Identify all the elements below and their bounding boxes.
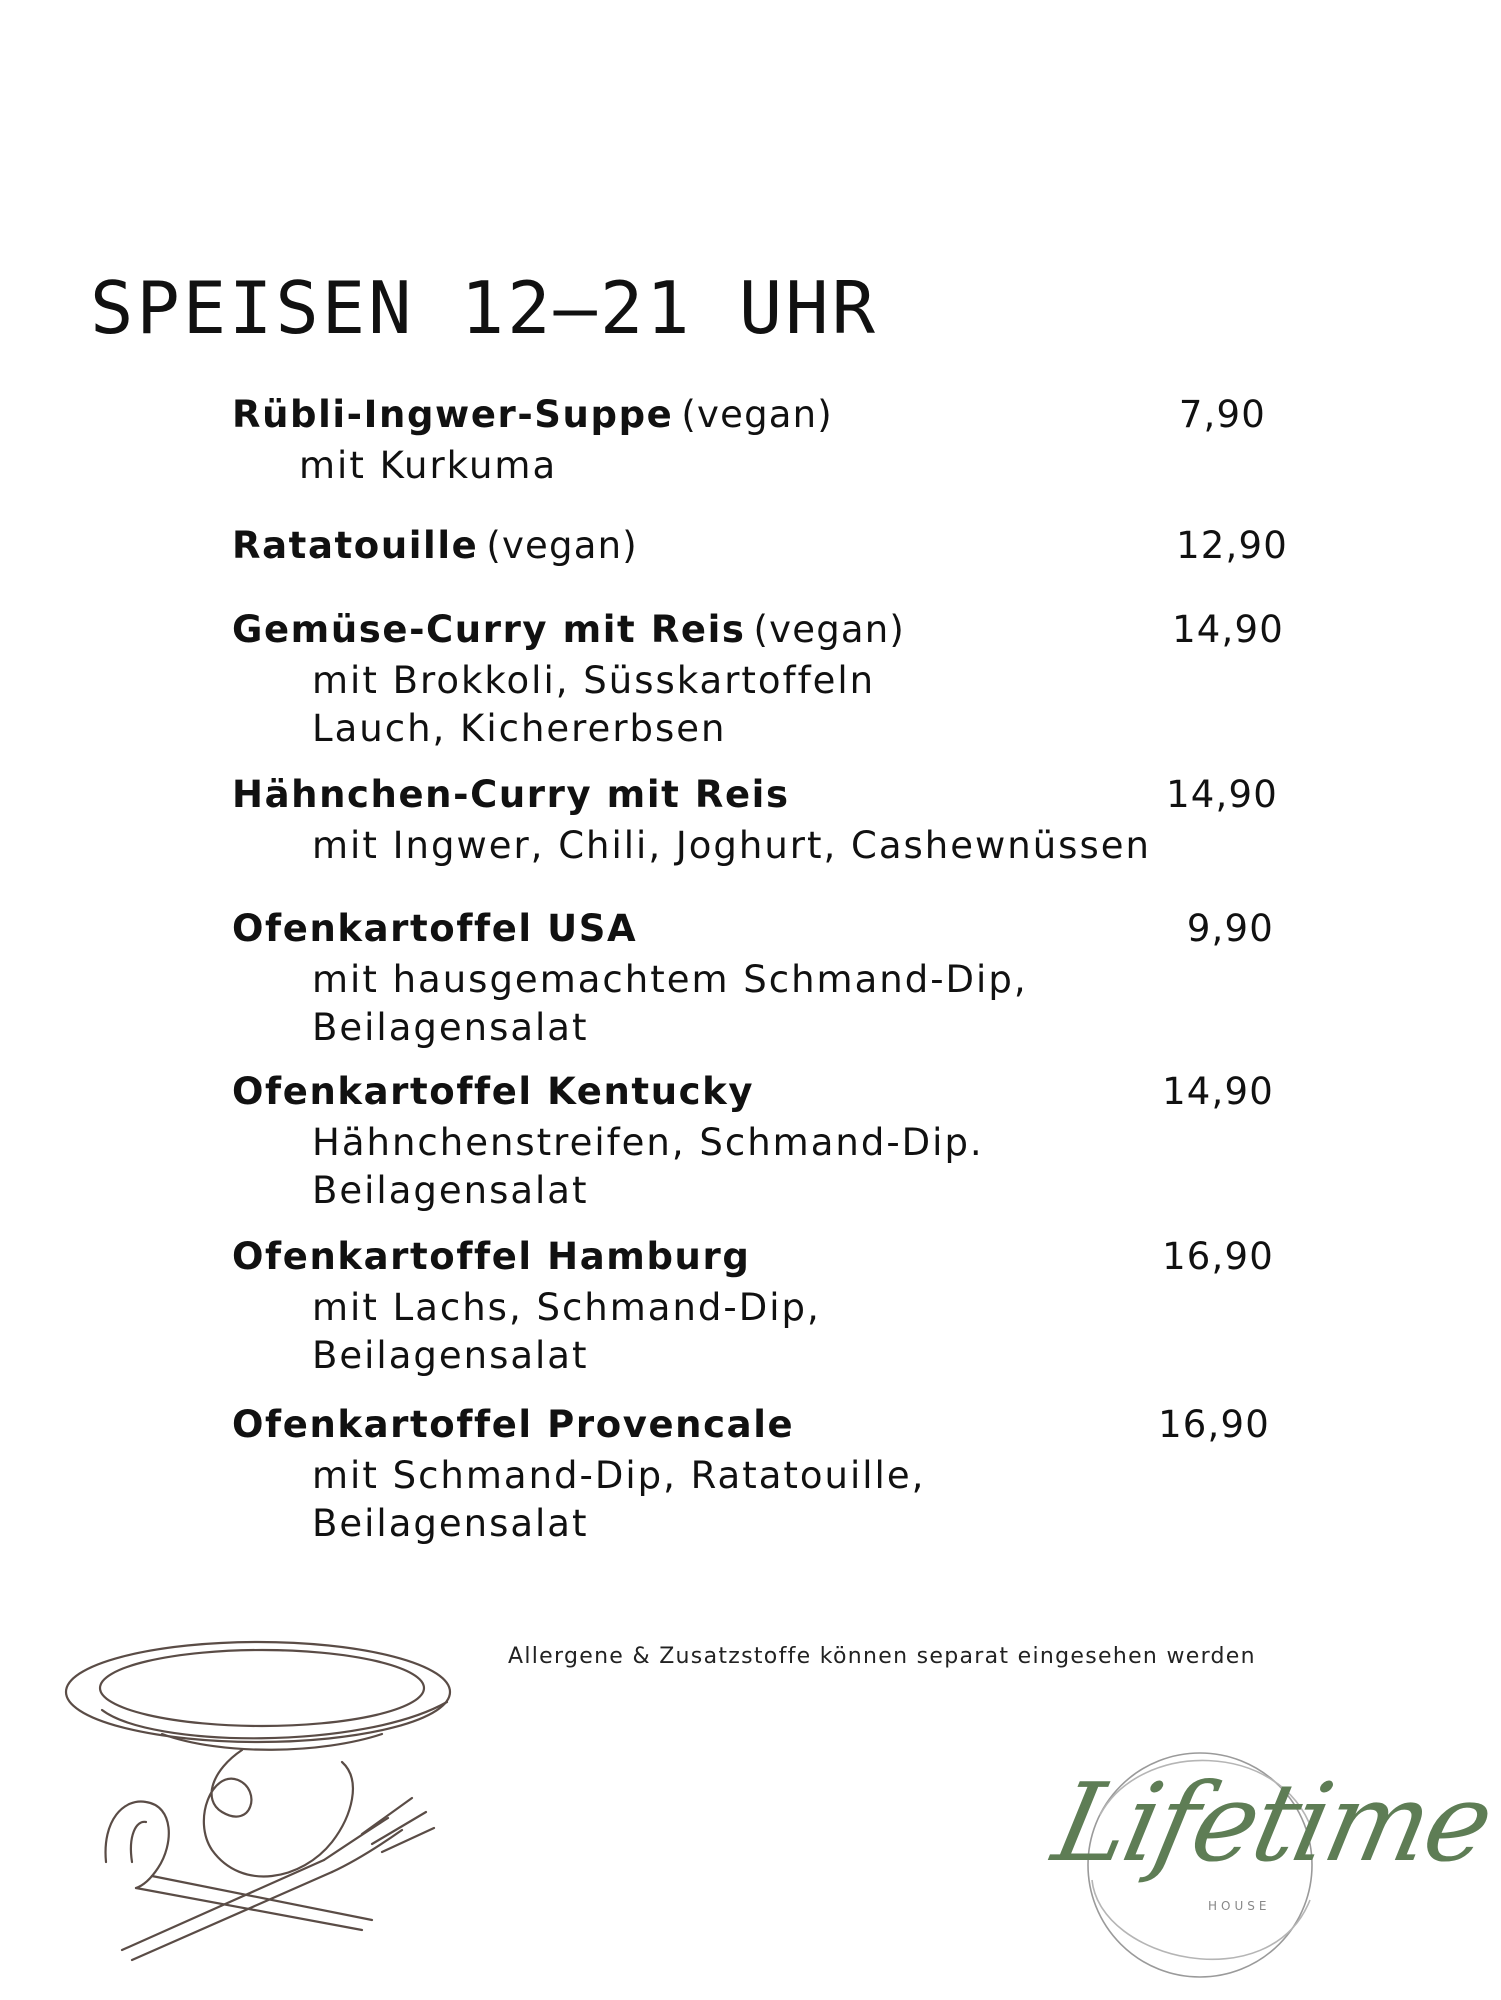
logo-subtitle: HOUSE bbox=[1208, 1899, 1271, 1913]
menu-item-name: Ofenkartoffel Provencale bbox=[232, 1403, 795, 1446]
menu-item-name: Ofenkartoffel Hamburg bbox=[232, 1235, 751, 1278]
menu-item bbox=[232, 1398, 1282, 1548]
menu-item-description: Beilagensalat bbox=[312, 1169, 589, 1212]
menu-item bbox=[232, 519, 1288, 573]
logo-wordmark: Lifetime bbox=[1043, 1761, 1501, 1886]
menu-item-name: Rübli-Ingwer-Suppe bbox=[232, 393, 674, 436]
allergen-note: Allergene & Zusatzstoffe können separat eingesehen werden bbox=[508, 1644, 1256, 1669]
menu-item-price: 14,90 bbox=[1172, 608, 1284, 651]
menu-item-description: mit Brokkoli, Süsskartoffeln bbox=[312, 659, 876, 702]
menu-item-name: Ofenkartoffel USA bbox=[232, 907, 638, 950]
menu-item-name: Ratatouille bbox=[232, 524, 479, 567]
menu-item-note: (vegan) bbox=[753, 608, 906, 651]
menu-item bbox=[232, 1065, 1282, 1215]
menu-item-price: 16,90 bbox=[1158, 1403, 1270, 1446]
menu-item bbox=[232, 902, 1282, 1052]
menu-item-note: (vegan) bbox=[681, 393, 833, 436]
menu-item-description: mit Schmand-Dip, Ratatouille, bbox=[312, 1454, 926, 1497]
page-title: SPEISEN 12–21 UHR bbox=[90, 266, 878, 350]
menu-item-description: Beilagensalat bbox=[312, 1006, 589, 1049]
menu-item-price: 16,90 bbox=[1162, 1235, 1274, 1278]
menu-item-price: 7,90 bbox=[1178, 393, 1266, 436]
menu-item-name: Hähnchen-Curry mit Reis bbox=[232, 773, 790, 816]
menu-item-description: Lauch, Kichererbsen bbox=[312, 707, 727, 750]
menu-item-name: Ofenkartoffel Kentucky bbox=[232, 1070, 755, 1113]
menu-item-price: 9,90 bbox=[1186, 907, 1274, 950]
menu-item-description: Hähnchenstreifen, Schmand-Dip. bbox=[312, 1121, 984, 1164]
menu-item bbox=[232, 768, 1282, 870]
menu-item-description: Beilagensalat bbox=[312, 1334, 589, 1377]
menu-item-price: 12,90 bbox=[1176, 524, 1288, 567]
menu-item-note: (vegan) bbox=[486, 524, 638, 567]
menu-item-description: Beilagensalat bbox=[312, 1502, 589, 1545]
plate-cutlery-icon bbox=[62, 1630, 482, 1970]
menu-item-name: Gemüse-Curry mit Reis bbox=[232, 608, 746, 651]
menu-item-price: 14,90 bbox=[1162, 1070, 1274, 1113]
menu-item bbox=[232, 388, 1282, 490]
menu-item-description: mit Kurkuma bbox=[299, 444, 558, 487]
menu-item-description: mit Lachs, Schmand-Dip, bbox=[312, 1286, 821, 1329]
menu-item bbox=[232, 1230, 1282, 1380]
menu-item-description: mit hausgemachtem Schmand-Dip, bbox=[312, 958, 1028, 1001]
menu-item-price: 14,90 bbox=[1166, 773, 1278, 816]
menu-item bbox=[232, 603, 1282, 753]
menu-item-description: mit Ingwer, Chili, Joghurt, Cashewnüssen bbox=[312, 824, 1151, 867]
